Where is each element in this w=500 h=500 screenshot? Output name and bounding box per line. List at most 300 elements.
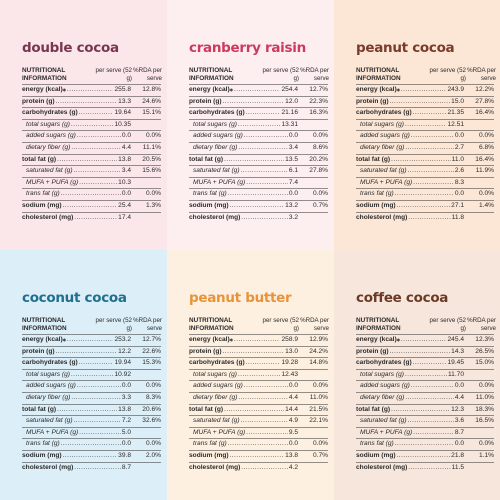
table-row <box>22 369 161 381</box>
nutrient-rda: 0.0% <box>145 382 161 390</box>
nutrient-value: 13.31 <box>281 120 298 128</box>
dot-leader <box>413 108 447 119</box>
dot-leader <box>238 143 287 154</box>
table-row <box>356 96 494 108</box>
table-header <box>22 317 161 332</box>
dot-leader <box>57 405 117 416</box>
table-row <box>22 188 161 200</box>
dot-leader <box>63 451 118 462</box>
nutrient-rda: 2.0% <box>145 451 161 459</box>
nutrient-rda: 22.1% <box>309 417 328 425</box>
table-row <box>22 177 161 189</box>
nutrient-rda: 16.5% <box>475 417 494 425</box>
nutrient-name: cholesterol (mg) <box>189 213 241 221</box>
nutrient-name: energy (kcal)⁎ <box>22 86 66 93</box>
nutrient-value: 0.0 <box>121 132 131 140</box>
dot-leader <box>246 108 281 119</box>
nutrient-value: 12.51 <box>447 120 464 128</box>
nutrient-value: 243.9 <box>447 86 464 93</box>
nutrient-rda: 0.0% <box>145 132 161 140</box>
dot-leader <box>413 178 454 189</box>
nutrient-rda: 27.8% <box>475 97 494 105</box>
nutrient-value: 4.2 <box>288 463 298 471</box>
nutrient-rda: 1.4% <box>478 201 494 209</box>
nutrient-name: trans fat (g) <box>193 440 227 448</box>
table-row <box>356 334 494 346</box>
nutrient-name: cholesterol (mg) <box>356 463 408 471</box>
nutrient-value: 0.0 <box>288 132 298 140</box>
nutrient-rda: 21.5% <box>309 405 328 413</box>
table-row <box>356 200 494 212</box>
header-per-serve: per serve (52 g) <box>429 317 466 332</box>
nutrient-rda: 26.5% <box>475 347 494 355</box>
nutrient-rda: 0.0% <box>478 190 494 198</box>
nutrient-name: energy (kcal)⁎ <box>22 336 66 343</box>
table-row <box>189 154 328 166</box>
nutrient-value: 3.4 <box>288 143 298 151</box>
nutrient-value: 0.0 <box>454 440 464 448</box>
table-row <box>22 380 161 392</box>
header-per-serve: per serve (52 g) <box>262 67 299 82</box>
nutrient-name: sodium (mg) <box>356 451 396 459</box>
dot-leader <box>395 189 454 200</box>
nutrient-rda: 20.6% <box>142 405 161 413</box>
nutrient-value: 2.6 <box>454 167 464 175</box>
table-row <box>356 177 494 189</box>
dot-leader <box>241 166 288 177</box>
nutrient-value: 39.8 <box>118 451 131 459</box>
table-row <box>356 462 494 474</box>
table-header <box>22 67 161 82</box>
nutrient-value: 0.0 <box>454 190 464 198</box>
nutrient-value: 11.5 <box>451 463 464 471</box>
dot-leader <box>390 347 451 358</box>
table-row <box>356 212 494 224</box>
nutrient-value: 258.9 <box>281 336 298 343</box>
nutrient-name: added sugars (g) <box>26 132 76 140</box>
nutrient-name: MUFA + PUFA (g) <box>26 428 79 436</box>
table-row <box>189 357 328 369</box>
dot-leader <box>391 405 450 416</box>
nutrient-name: cholesterol (mg) <box>22 213 74 221</box>
header-rda: %RDA per serve <box>300 317 329 332</box>
table-row <box>356 130 494 142</box>
panel-title: peanut butter <box>189 290 292 306</box>
nutrient-value: 12.3 <box>451 405 464 413</box>
nutrient-value: 21.35 <box>447 109 464 117</box>
table-row <box>189 200 328 212</box>
table-row <box>356 392 494 404</box>
table-header <box>356 317 494 332</box>
nutrient-rda: 0.0% <box>312 440 328 448</box>
table-row <box>189 462 328 474</box>
nutrient-rda: 0.7% <box>312 201 328 209</box>
dot-leader <box>61 189 121 200</box>
header-per-serve: per serve (52 g) <box>95 67 132 82</box>
nutrient-name: saturated fat (g) <box>26 417 73 425</box>
nutrient-rda: 8.6% <box>312 143 328 151</box>
nutrient-value: 8.7 <box>454 428 464 436</box>
dot-leader <box>244 131 288 142</box>
nutrient-rda: 15.6% <box>142 167 161 175</box>
nutrient-value: 0.0 <box>288 190 298 198</box>
dot-leader <box>411 381 454 392</box>
nutrient-value: 0.0 <box>121 440 131 448</box>
nutrient-value: 0.0 <box>288 382 298 390</box>
table-row <box>356 188 494 200</box>
panel-cranberry-raisin <box>167 0 334 250</box>
table-header <box>189 317 328 332</box>
nutrient-rda: 0.0% <box>312 190 328 198</box>
dot-leader <box>405 370 447 381</box>
dot-leader <box>244 381 288 392</box>
header-rda: %RDA per serve <box>300 67 329 82</box>
table-row <box>356 427 494 439</box>
nutrient-name: protein (g) <box>356 347 389 355</box>
header-per-serve: per serve (52 g) <box>262 317 299 332</box>
nutrient-rda: 22.3% <box>309 97 328 105</box>
dot-leader <box>411 131 454 142</box>
nutrient-name: added sugars (g) <box>360 382 410 390</box>
nutrient-name: total fat (g) <box>356 405 391 413</box>
nutrient-name: added sugars (g) <box>26 382 76 390</box>
nutrient-rda: 16.4% <box>475 155 494 163</box>
dot-leader <box>228 439 288 450</box>
nutrient-rda: 24.6% <box>142 97 161 105</box>
table-row <box>189 392 328 404</box>
table-row <box>22 96 161 108</box>
nutrient-value: 2.7 <box>454 143 464 151</box>
nutrient-value: 13.5 <box>285 155 298 163</box>
nutrient-value: 0.0 <box>454 132 464 140</box>
header-rda: %RDA per serve <box>133 317 162 332</box>
dot-leader <box>395 439 454 450</box>
nutrient-value: 4.9 <box>288 417 298 425</box>
dot-leader <box>228 189 288 200</box>
dot-leader <box>246 358 281 369</box>
panel-peanut-butter <box>167 250 334 500</box>
nutrient-name: dietary fiber (g) <box>193 143 238 151</box>
table-row <box>189 188 328 200</box>
nutrient-rda: 15.3% <box>142 359 161 367</box>
header-rda: %RDA per serve <box>467 317 496 332</box>
table-row <box>356 415 494 427</box>
dot-leader <box>408 463 450 474</box>
table-row <box>356 165 494 177</box>
nutrient-rda: 0.7% <box>312 451 328 459</box>
table-row <box>22 427 161 439</box>
dot-leader <box>77 131 121 142</box>
table-row <box>189 404 328 416</box>
nutrient-rda: 1.3% <box>145 201 161 209</box>
panel-peanut-cocoa <box>334 0 500 250</box>
dot-leader <box>413 428 454 439</box>
table-header <box>189 67 328 82</box>
dot-leader <box>401 335 447 346</box>
table-row <box>356 107 494 119</box>
nutrient-rda: 12.2% <box>475 86 494 93</box>
nutrient-name: energy (kcal)⁎ <box>356 86 400 93</box>
header-title: NUTRITIONAL INFORMATION <box>189 317 234 332</box>
table-row <box>356 142 494 154</box>
nutrient-value: 14.3 <box>451 347 464 355</box>
table-row <box>189 130 328 142</box>
dot-leader <box>77 381 121 392</box>
table-row <box>356 346 494 358</box>
nutrient-name: total fat (g) <box>22 155 57 163</box>
nutrient-value: 12.2 <box>118 347 131 355</box>
dot-leader <box>413 358 447 369</box>
nutrient-value: 15.0 <box>451 97 464 105</box>
nutrient-rda: 1.1% <box>478 451 494 459</box>
dot-leader <box>405 143 453 154</box>
table-row <box>189 334 328 346</box>
nutrient-value: 3.2 <box>288 213 298 221</box>
table-row <box>189 427 328 439</box>
nutrient-value: 19.28 <box>281 359 298 367</box>
dot-leader <box>223 97 285 108</box>
dot-leader <box>57 155 117 166</box>
nutrient-name: total sugars (g) <box>193 120 237 128</box>
table-row <box>189 177 328 189</box>
nutrient-value: 13.2 <box>285 201 298 209</box>
nutrient-rda: 0.0% <box>145 190 161 198</box>
dot-leader <box>74 463 121 474</box>
nutrient-name: saturated fat (g) <box>360 417 407 425</box>
nutrient-name: total sugars (g) <box>360 120 404 128</box>
dot-leader <box>61 439 121 450</box>
nutrient-rda: 20.5% <box>142 155 161 163</box>
nutrient-rda: 11.1% <box>142 143 161 151</box>
nutrient-rda: 12.7% <box>142 336 161 343</box>
dot-leader <box>238 370 281 381</box>
nutrient-name: energy (kcal)⁎ <box>356 336 400 343</box>
nutrient-value: 11.8 <box>451 213 464 221</box>
nutrient-value: 7.2 <box>121 417 131 425</box>
header-per-serve: per serve (52 g) <box>429 67 466 82</box>
header-rda: %RDA per serve <box>133 67 162 82</box>
nutrient-value: 10.92 <box>114 370 131 378</box>
nutrient-rda: 0.0% <box>312 382 328 390</box>
table-row <box>22 450 161 462</box>
dot-leader <box>56 97 118 108</box>
dot-leader <box>74 166 121 177</box>
nutrient-name: total fat (g) <box>189 405 224 413</box>
nutrient-name: sodium (mg) <box>22 201 62 209</box>
dot-leader <box>397 201 451 212</box>
nutrient-name: energy (kcal)⁎ <box>189 336 233 343</box>
nutrient-value: 0.0 <box>454 382 464 390</box>
dot-leader <box>67 335 114 346</box>
nutrient-name: dietary fiber (g) <box>193 393 238 401</box>
dot-leader <box>74 213 117 224</box>
table-row <box>22 84 161 96</box>
table-row <box>22 404 161 416</box>
dot-leader <box>391 155 451 166</box>
dot-leader <box>79 358 114 369</box>
header-title: NUTRITIONAL INFORMATION <box>189 67 234 82</box>
nutrient-name: protein (g) <box>356 97 389 105</box>
dot-leader <box>241 463 288 474</box>
table-row <box>189 119 328 131</box>
dot-leader <box>241 416 288 427</box>
nutrient-name: total fat (g) <box>189 155 224 163</box>
nutrient-value: 14.4 <box>285 405 298 413</box>
nutrient-value: 19.64 <box>114 109 131 117</box>
nutrient-value: 6.1 <box>288 167 298 175</box>
table-row <box>22 130 161 142</box>
nutrient-rda: 11.0% <box>309 393 328 401</box>
nutrient-value: 0.0 <box>288 440 298 448</box>
table-row <box>22 346 161 358</box>
table-row <box>22 462 161 474</box>
nutrient-name: carbohydrates (g) <box>22 109 78 117</box>
nutrient-name: dietary fiber (g) <box>360 143 405 151</box>
nutrient-name: saturated fat (g) <box>360 167 407 175</box>
nutrient-rda: 16.4% <box>475 109 494 117</box>
nutrient-name: protein (g) <box>22 347 55 355</box>
nutrient-value: 10.35 <box>114 120 131 128</box>
nutrient-value: 245.4 <box>447 336 464 343</box>
dot-leader <box>224 155 284 166</box>
nutrient-name: cholesterol (mg) <box>356 213 408 221</box>
nutrient-rda: 15.0% <box>475 359 494 367</box>
panel-double-cocoa <box>0 0 167 250</box>
nutrient-rda: 6.8% <box>478 143 494 151</box>
dot-leader <box>74 416 121 427</box>
nutrient-name: trans fat (g) <box>193 190 227 198</box>
nutrient-name: cholesterol (mg) <box>22 463 74 471</box>
nutrient-name: carbohydrates (g) <box>356 359 412 367</box>
dot-leader <box>71 120 114 131</box>
dot-leader <box>71 143 120 154</box>
dot-leader <box>246 428 288 439</box>
dot-leader <box>238 393 287 404</box>
table-row <box>22 357 161 369</box>
nutrient-name: saturated fat (g) <box>193 167 240 175</box>
nutrient-rda: 32.6% <box>142 417 161 425</box>
header-per-serve: per serve (52 g) <box>95 317 132 332</box>
nutrient-value: 19.45 <box>447 359 464 367</box>
dot-leader <box>71 393 120 404</box>
nutrient-rda: 11.0% <box>475 393 494 401</box>
table-row <box>189 165 328 177</box>
table-row <box>22 392 161 404</box>
nutrient-value: 0.0 <box>121 190 131 198</box>
table-row <box>189 450 328 462</box>
dot-leader <box>223 347 285 358</box>
nutrient-value: 9.5 <box>288 428 298 436</box>
table-row <box>22 200 161 212</box>
nutrient-rda: 27.8% <box>309 167 328 175</box>
nutrient-value: 3.3 <box>121 393 131 401</box>
table-row <box>22 212 161 224</box>
nutrient-name: dietary fiber (g) <box>360 393 405 401</box>
nutrient-name: sodium (mg) <box>189 201 229 209</box>
nutrient-rda: 20.2% <box>309 155 328 163</box>
nutrient-value: 11.70 <box>447 370 464 378</box>
dot-leader <box>238 120 281 131</box>
dot-leader <box>230 201 285 212</box>
nutrient-name: trans fat (g) <box>360 440 394 448</box>
nutrient-value: 13.0 <box>285 347 298 355</box>
table-row <box>189 96 328 108</box>
nutrient-value: 3.4 <box>121 167 131 175</box>
nutrient-rda: 24.2% <box>309 347 328 355</box>
table-row <box>356 380 494 392</box>
panel-coffee-cocoa <box>334 250 500 500</box>
nutrient-rda: 11.9% <box>475 167 494 175</box>
dot-leader <box>230 451 285 462</box>
nutrient-name: protein (g) <box>22 97 55 105</box>
nutrient-rda: 0.0% <box>478 382 494 390</box>
table-row <box>22 438 161 450</box>
dot-leader <box>79 108 114 119</box>
dot-leader <box>63 201 118 212</box>
nutrient-rda: 0.0% <box>478 440 494 448</box>
panel-coconut-cocoa <box>0 250 167 500</box>
dot-leader <box>390 97 451 108</box>
nutrient-name: sodium (mg) <box>189 451 229 459</box>
nutrient-rda: 18.3% <box>475 405 494 413</box>
nutrient-name: carbohydrates (g) <box>356 109 412 117</box>
panel-title: cranberry raisin <box>189 40 306 56</box>
nutrient-value: 4.4 <box>454 393 464 401</box>
dot-leader <box>67 85 114 96</box>
dot-leader <box>408 213 450 224</box>
nutrient-name: added sugars (g) <box>193 132 243 140</box>
table-row <box>22 165 161 177</box>
table-row <box>22 107 161 119</box>
nutrient-name: MUFA + PUFA (g) <box>193 428 246 436</box>
table-row <box>356 404 494 416</box>
table-row <box>189 415 328 427</box>
nutrient-name: carbohydrates (g) <box>189 359 245 367</box>
table-row <box>22 142 161 154</box>
nutrient-name: protein (g) <box>189 97 222 105</box>
nutrient-value: 13.8 <box>118 155 131 163</box>
nutrient-value: 254.4 <box>281 86 298 93</box>
header-title: NUTRITIONAL INFORMATION <box>22 317 67 332</box>
panel-title: coffee cocoa <box>356 290 449 306</box>
panel-title: coconut cocoa <box>22 290 127 306</box>
nutrient-value: 255.8 <box>114 86 131 93</box>
nutrient-rda: 14.8% <box>309 359 328 367</box>
nutrient-name: added sugars (g) <box>193 382 243 390</box>
nutrient-value: 253.2 <box>114 336 131 343</box>
nutrient-name: MUFA + PUFA (g) <box>360 428 413 436</box>
nutrient-name: dietary fiber (g) <box>26 143 71 151</box>
header-rda: %RDA per serve <box>467 67 496 82</box>
nutrient-value: 8.3 <box>454 178 464 186</box>
nutrient-rda: 22.6% <box>142 347 161 355</box>
nutrient-name: sodium (mg) <box>22 451 62 459</box>
header-title: NUTRITIONAL INFORMATION <box>356 317 401 332</box>
panel-title: peanut cocoa <box>356 40 455 56</box>
table-row <box>22 415 161 427</box>
dot-leader <box>405 393 453 404</box>
header-title: NUTRITIONAL INFORMATION <box>356 67 401 82</box>
nutrient-value: 17.4 <box>118 213 131 221</box>
nutrient-value: 10.3 <box>118 178 131 186</box>
dot-leader <box>234 85 281 96</box>
table-row <box>189 438 328 450</box>
nutrient-value: 25.4 <box>118 201 131 209</box>
nutrient-name: sodium (mg) <box>356 201 396 209</box>
table-row <box>189 142 328 154</box>
table-row <box>189 346 328 358</box>
nutrient-value: 21.16 <box>281 109 298 117</box>
